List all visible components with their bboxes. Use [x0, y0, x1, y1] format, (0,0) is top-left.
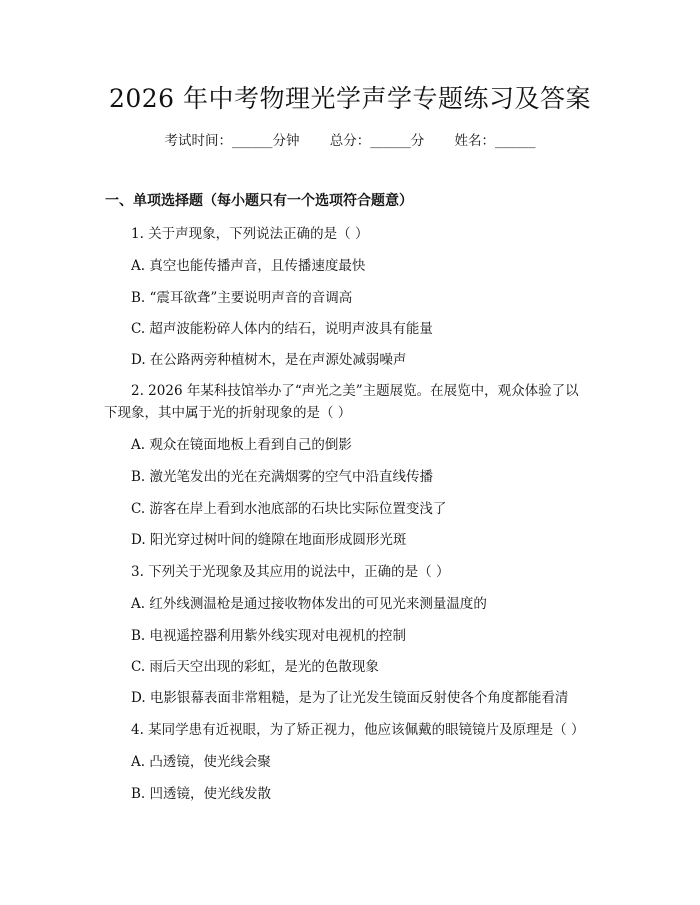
question-3-option-a: A. 红外线测温枪是通过接收物体发出的可见光来测量温度的: [131, 596, 487, 612]
question-2-stem-continued: 下现象，其中属于光的折射现象的是（ ）: [104, 405, 352, 421]
question-1-option-b: B. “震耳欲聋”主要说明声音的音调高: [131, 290, 353, 306]
question-2-option-a: A. 观众在镜面地板上看到自己的倒影: [131, 437, 352, 453]
question-1-option-c: C. 超声波能粉碎人体内的结石，说明声波具有能量: [131, 321, 433, 337]
exam-time-field: 考试时间：______分钟: [164, 133, 300, 149]
question-3-stem: 3. 下列关于光现象及其应用的说法中，正确的是（ ）: [131, 564, 450, 580]
page-title: 2026 年中考物理光学声学专题练习及答案: [108, 84, 592, 113]
total-score-field: 总分：______分: [329, 133, 425, 149]
exam-info: [0, 131, 700, 151]
question-3-option-c: C. 雨后天空出现的彩虹，是光的色散现象: [131, 659, 379, 675]
question-4-option-b: B. 凹透镜，使光线发散: [131, 786, 272, 802]
question-2-option-c: C. 游客在岸上看到水池底部的石块比实际位置变浅了: [131, 501, 447, 517]
question-4-option-a: A. 凸透镜，使光线会聚: [131, 754, 271, 770]
section-heading: 一、单项选择题（每小题只有一个选项符合题意）: [105, 193, 413, 209]
question-2-stem: 2. 2026 年某科技馆举办了“声光之美”主题展览。在展览中，观众体验了以: [131, 383, 579, 399]
question-3-option-b: B. 电视遥控器利用紫外线实现对电视机的控制: [131, 628, 407, 644]
question-2-option-b: B. 激光笔发出的光在充满烟雾的空气中沿直线传播: [131, 469, 434, 485]
question-2-option-d: D. 阳光穿过树叶间的缝隙在地面形成圆形光斑: [131, 532, 407, 548]
question-1-option-a: A. 真空也能传播声音，且传播速度最快: [131, 258, 366, 274]
student-name-field: 姓名：______: [454, 133, 536, 149]
question-3-option-d: D. 电影银幕表面非常粗糙，是为了让光发生镜面反射使各个角度都能看清: [131, 690, 569, 706]
question-4-stem: 4. 某同学患有近视眼，为了矫正视力，他应该佩戴的眼镜镜片及原理是（ ）: [131, 722, 585, 738]
question-1-stem: 1. 关于声现象，下列说法正确的是（ ）: [131, 226, 369, 242]
question-1-option-d: D. 在公路两旁种植树木，是在声源处减弱噪声: [131, 352, 407, 368]
